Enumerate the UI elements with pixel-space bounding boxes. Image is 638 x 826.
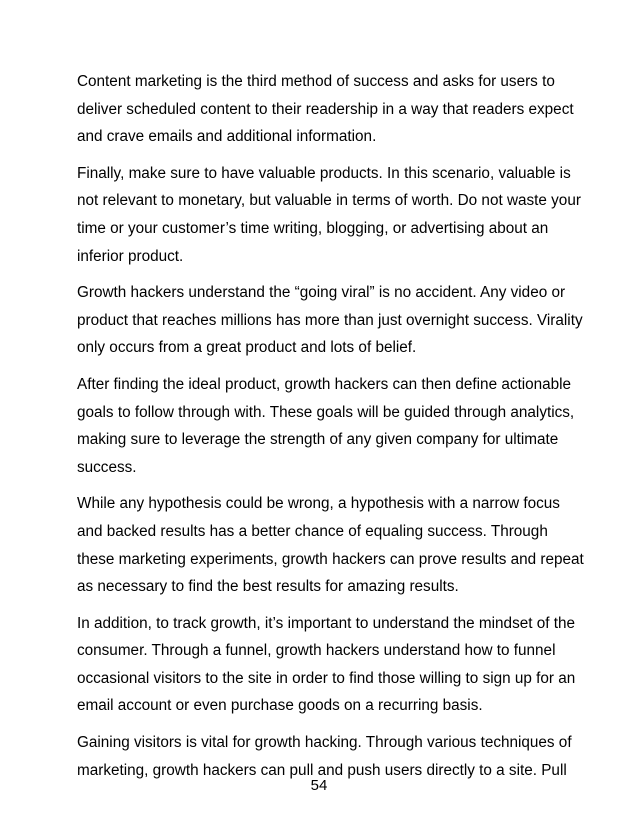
text-line: After finding the ideal product, growth hackers can then define actionable bbox=[77, 375, 572, 393]
text-line: not relevant to monetary, but valuable in terms of worth. Do not waste your bbox=[77, 192, 581, 210]
text-line: these marketing experiments, growth hackers can prove results and repeat bbox=[77, 550, 584, 568]
paragraph-funnel bbox=[77, 610, 576, 720]
text-line: success. bbox=[77, 458, 137, 476]
text-line: Growth hackers understand the “going viral” is no accident. Any video or bbox=[77, 284, 566, 302]
text-line: Content marketing is the third method of success and asks for users to bbox=[77, 73, 555, 90]
text-line: as necessary to find the best results for amazing results. bbox=[77, 578, 459, 596]
page-number: 54 bbox=[310, 777, 328, 794]
text-line: Gaining visitors is vital for growth hacking. Through various techniques of bbox=[77, 734, 572, 752]
text-line: product that reaches millions has more than just overnight success. Virality bbox=[77, 311, 583, 329]
text-line: and backed results has a better chance of equaling success. Through bbox=[77, 522, 548, 540]
text-line: consumer. Through a funnel, growth hackers understand how to funnel bbox=[77, 642, 556, 660]
text-line: email account or even purchase goods on a recurring basis. bbox=[77, 697, 483, 715]
text-line: Finally, make sure to have valuable products. In this scenario, valuable is bbox=[77, 164, 571, 182]
paragraph-content-marketing bbox=[77, 68, 573, 151]
text-line: While any hypothesis could be wrong, a hypothesis with a narrow focus bbox=[77, 495, 560, 513]
paragraph-hypothesis bbox=[77, 490, 584, 600]
text-line: In addition, to track growth, it’s important to understand the mindset of the bbox=[77, 614, 575, 632]
paragraph-valuable-products bbox=[77, 160, 581, 270]
text-line: goals to follow through with. These goals will be guided through analytics, bbox=[77, 403, 575, 421]
text-line: making sure to leverage the strength of any given company for ultimate bbox=[77, 431, 559, 449]
text-line: only occurs from a great product and lots of belief. bbox=[77, 339, 417, 357]
paragraph-going-viral bbox=[77, 279, 583, 362]
text-line: deliver scheduled content to their readership in a way that readers expect bbox=[77, 100, 574, 118]
paragraph-actionable-goals bbox=[77, 371, 573, 481]
text-line: and crave emails and additional information. bbox=[77, 128, 377, 146]
body-text bbox=[77, 68, 584, 793]
text-line: occasional visitors to the site in order to find those willing to sign up for an bbox=[77, 669, 576, 687]
text-line: inferior product. bbox=[77, 247, 184, 265]
text-line: marketing, growth hackers can pull and push users directly to a site. Pull bbox=[77, 761, 567, 779]
text-line: time or your customer’s time writing, blogging, or advertising about an bbox=[77, 219, 549, 237]
